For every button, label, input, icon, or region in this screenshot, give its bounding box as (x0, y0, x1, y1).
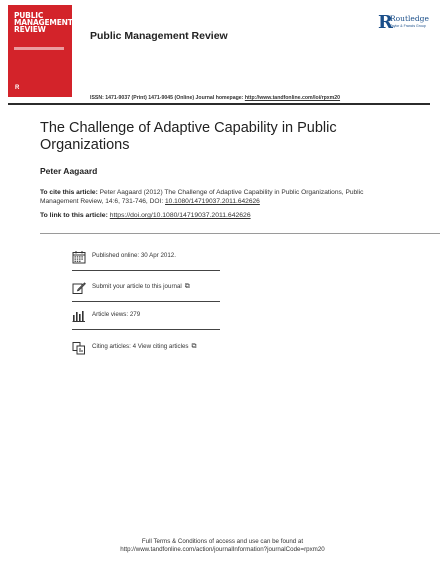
citation-label: To cite this article: (40, 189, 98, 196)
article-doi-link[interactable]: https://doi.org/10.1080/14719037.2011.642626 (109, 212, 251, 219)
citing-articles-item[interactable] (72, 339, 222, 369)
item-divider (72, 301, 220, 302)
link-label: To link to this article: (40, 212, 108, 219)
footer-terms-link[interactable]: http://www.tandfonline.com/action/journalInformation?journalCode=rpxm20 (120, 546, 325, 553)
cover-publisher-logo: R (15, 85, 20, 91)
link-block (40, 212, 251, 219)
citation-icon (72, 341, 86, 355)
article-author: Peter Aagaard (40, 166, 98, 176)
submit-article-text: Submit your article to this journal (92, 283, 182, 290)
submit-article-link[interactable] (92, 283, 190, 291)
journal-name: Public Management Review (90, 30, 228, 42)
submit-article-item[interactable] (72, 279, 222, 309)
issn-line (90, 95, 340, 101)
pencil-edit-icon (72, 281, 86, 295)
citation-text: Peter Aagaard (2012) The Challenge of Adaptive Capability in Public Organizations, Public Management Review, 14:6, 731-746, DOI: (40, 189, 364, 205)
bar-chart-icon (72, 309, 86, 323)
publisher-initial-icon: R (378, 12, 393, 33)
citation-block (40, 189, 390, 207)
citation-doi-link[interactable]: 10.1080/14719037.2011.642626 (165, 197, 260, 205)
issn-text: ISSN: 1471-9037 (Print) 1471-9045 (Online) Journal homepage: (90, 95, 244, 101)
footer-terms-text: Full Terms & Conditions of access and use can be found at (141, 538, 304, 545)
external-link-icon: ⧉ (191, 343, 197, 350)
journal-cover (8, 5, 72, 97)
header-divider (8, 103, 430, 105)
article-views-text: Article views: 279 (92, 311, 141, 318)
item-divider (72, 329, 220, 330)
article-title: The Challenge of Adaptive Capability in Public Organizations (40, 120, 337, 153)
published-online-item (72, 248, 222, 278)
calendar-icon (72, 250, 86, 264)
cover-strip (14, 47, 64, 50)
publisher-tagline: Taylor & Francis Group (390, 24, 426, 28)
citing-articles-text: Citing articles: 4 View citing articles (92, 343, 189, 350)
citing-articles-link[interactable] (92, 343, 197, 351)
article-views-item (72, 307, 222, 337)
cover-title: PUBLIC MANAGEMENT REVIEW (14, 11, 73, 34)
published-online-text: Published online: 30 Apr 2012. (92, 252, 176, 259)
external-link-icon: ⧉ (184, 283, 190, 290)
publisher-name: Routledge (390, 14, 429, 23)
item-divider (72, 270, 220, 271)
journal-homepage-link[interactable]: http://www.tandfonline.com/loi/rpxm20 (244, 95, 341, 101)
info-divider (40, 233, 440, 234)
footer (0, 538, 445, 554)
